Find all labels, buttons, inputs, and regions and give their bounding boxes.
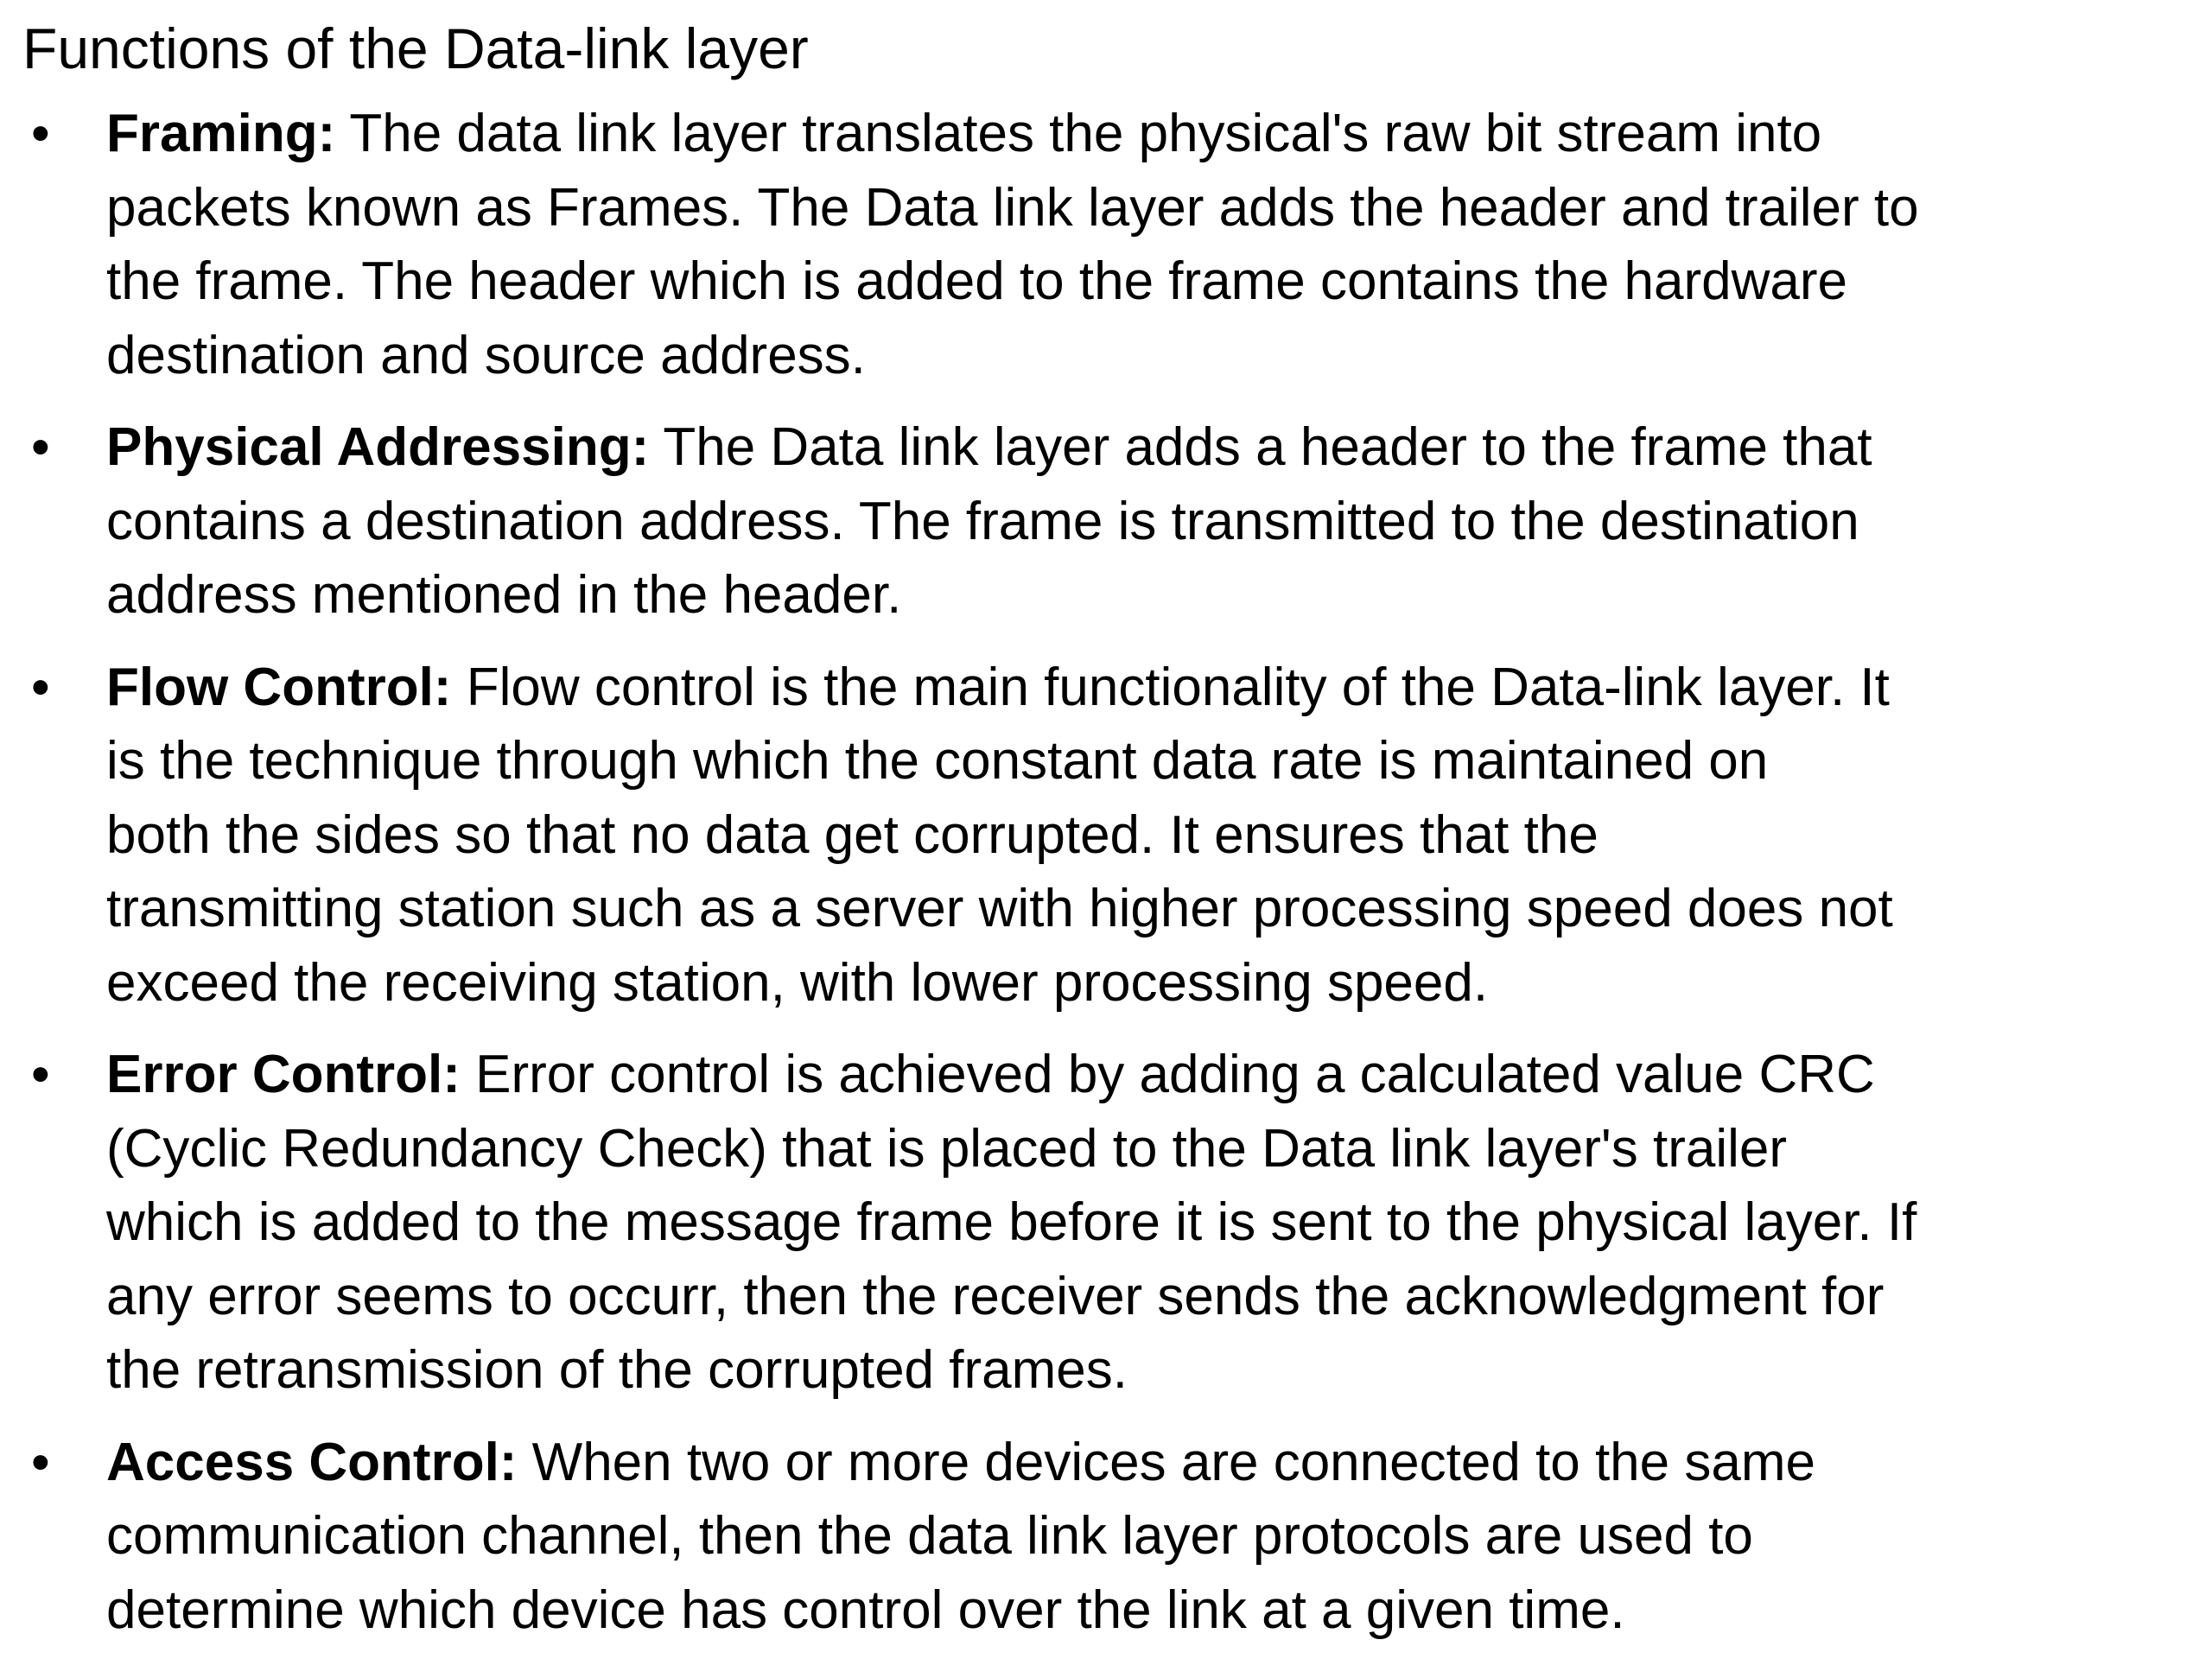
bullet-item-access-control bbox=[22, 1426, 2131, 1648]
bullet-term: Flow Control: bbox=[106, 657, 452, 717]
text-line: transmitting station such as a server with higher processing speed does not bbox=[106, 879, 1893, 938]
text-line: any error seems to occurr, then the receiver sends the acknowledgment for bbox=[106, 1266, 1885, 1326]
bullet-text: When two or more devices are connected to the same bbox=[517, 1432, 1815, 1492]
text-line bbox=[106, 97, 2131, 171]
bullet-icon: • bbox=[31, 1045, 50, 1104]
text-line: which is added to the message frame before it is sent to the physical layer. If bbox=[106, 1192, 1917, 1252]
bullet-text: The data link layer translates the physical's raw bit stream into bbox=[335, 104, 1822, 163]
bullet-icon: • bbox=[31, 657, 50, 717]
bullet-text: The Data link layer adds a header to the frame that bbox=[649, 417, 1872, 477]
text-line bbox=[106, 410, 2131, 485]
bullet-icon: • bbox=[31, 104, 50, 163]
text-line: both the sides so that no data get corrupted. It ensures that the bbox=[106, 804, 1599, 865]
bullet-item-framing bbox=[22, 97, 2131, 392]
text-line: communication channel, then the data link layer protocols are used to bbox=[106, 1506, 1753, 1566]
text-line: contains a destination address. The frame is transmitted to the destination bbox=[106, 491, 1859, 551]
text-line: the frame. The header which is added to the frame contains the hardware bbox=[106, 251, 1848, 311]
bullet-term: Error Control: bbox=[106, 1045, 461, 1104]
bullet-item-flow-control bbox=[22, 651, 2131, 1020]
bullet-text: Flow control is the main functionality of the Data-link layer. It bbox=[451, 657, 1890, 717]
bullet-icon: • bbox=[31, 1432, 50, 1492]
bullet-icon: • bbox=[31, 417, 50, 477]
bullet-item-error-control bbox=[22, 1038, 2131, 1408]
text-line: is the technique through which the constant data rate is maintained on bbox=[106, 731, 1769, 791]
bullet-item-physical-addressing bbox=[22, 410, 2131, 632]
page-title: Functions of the Data-link layer bbox=[22, 16, 809, 80]
bullet-term: Framing: bbox=[106, 104, 336, 163]
text-line: exceed the receiving station, with lower processing speed. bbox=[106, 952, 1489, 1013]
text-line: the retransmission of the corrupted frames. bbox=[106, 1340, 1128, 1400]
bullet-list bbox=[22, 97, 2212, 1647]
text-line bbox=[106, 651, 2131, 725]
text-line: determine which device has control over the link at a given time. bbox=[106, 1580, 1625, 1640]
text-line: (Cyclic Redundancy Check) that is placed to the Data link layer's trailer bbox=[106, 1118, 1788, 1179]
bullet-text: Error control is achieved by adding a calculated value CRC bbox=[460, 1045, 1875, 1104]
bullet-term: Physical Addressing: bbox=[106, 417, 650, 477]
text-line bbox=[106, 1426, 2131, 1500]
text-line: destination and source address. bbox=[106, 325, 866, 385]
text-line bbox=[106, 1038, 2131, 1112]
text-line: packets known as Frames. The Data link layer adds the header and trailer to bbox=[106, 177, 1919, 238]
text-line: address mentioned in the header. bbox=[106, 565, 902, 625]
bullet-term: Access Control: bbox=[106, 1432, 518, 1492]
